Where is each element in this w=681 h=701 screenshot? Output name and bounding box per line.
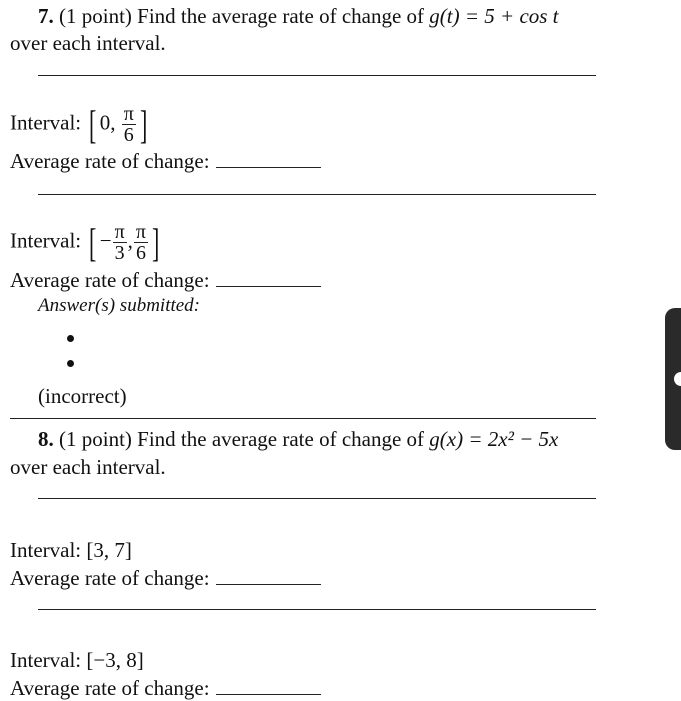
fraction-denominator: 6 [123, 124, 134, 146]
answer-bullet [67, 360, 74, 367]
fraction-denominator: 3 [114, 242, 125, 264]
left-bracket: [ [89, 101, 97, 147]
problem-8-interval-1 [10, 538, 132, 563]
right-bracket: ] [139, 101, 148, 147]
fraction-denominator: 6 [135, 242, 146, 264]
interval-label: Interval: [10, 110, 82, 135]
answer-blank[interactable] [216, 285, 321, 287]
interval-lo-fraction [113, 222, 127, 263]
problem-8-number: 8. [38, 427, 54, 451]
problem-7-rate-1 [10, 149, 321, 174]
answer-blank[interactable] [216, 166, 321, 168]
problem-7-prompt: (1 point) Find the average rate of change of [59, 4, 430, 28]
interval-label: Interval: [10, 648, 82, 672]
divider [38, 609, 596, 610]
problem-7-number: 7. [38, 4, 54, 28]
fraction-numerator: π [135, 221, 147, 243]
answer-blank[interactable] [216, 583, 321, 585]
answer-blank[interactable] [216, 693, 321, 695]
right-bracket: ] [152, 219, 160, 265]
rate-label: Average rate of change: [10, 149, 210, 173]
answers-submitted-label: Answer(s) submitted: [38, 295, 201, 316]
minus-sign: − [99, 228, 112, 253]
problem-7-rate-2 [10, 268, 321, 293]
interval-hi-fraction [134, 222, 148, 263]
answer-bullet [67, 335, 74, 342]
interval-value: [3, 7] [86, 538, 132, 562]
problem-8-rate-1 [10, 566, 321, 591]
problem-7-prompt-line2: over each interval. [10, 31, 166, 55]
problem-7-function: g(t) = 5 + cos t [429, 4, 559, 28]
divider [10, 418, 596, 419]
problem-8-prompt: (1 point) Find the average rate of change of [59, 427, 430, 451]
fraction-numerator: π [123, 103, 134, 125]
side-panel-handle[interactable] [665, 308, 681, 450]
problem-8-rate-2 [10, 676, 321, 701]
divider [38, 194, 596, 195]
problem-8-interval-2 [10, 648, 144, 673]
problem-8-prompt-line2: over each interval. [10, 455, 166, 479]
divider [38, 498, 596, 499]
fraction-numerator: π [114, 221, 125, 243]
interval-label: Interval: [10, 538, 82, 562]
answer-status: (incorrect) [38, 384, 127, 408]
problem-8-header [38, 427, 558, 452]
rate-label: Average rate of change: [10, 268, 210, 292]
divider [38, 75, 596, 76]
handle-notch [674, 372, 681, 386]
problem-7-header [38, 4, 559, 29]
rate-label: Average rate of change: [10, 566, 210, 590]
problem-7-interval-1: Interval: [ 0, $\frac{\pi}{6}$ ] [10, 101, 148, 147]
interval-lo: 0 [99, 110, 111, 135]
interval-value: [−3, 8] [86, 648, 144, 672]
interval-hi-fraction [122, 104, 136, 145]
interval-label: Interval: [10, 228, 82, 253]
left-bracket: [ [89, 219, 97, 265]
problem-8-function: g(x) = 2x² − 5x [429, 427, 559, 451]
problem-7-interval-2: Interval: [ − $\frac{\pi}{3}$ , $\frac{\pi}{6}$ ] [10, 219, 160, 265]
rate-label: Average rate of change: [10, 676, 210, 700]
